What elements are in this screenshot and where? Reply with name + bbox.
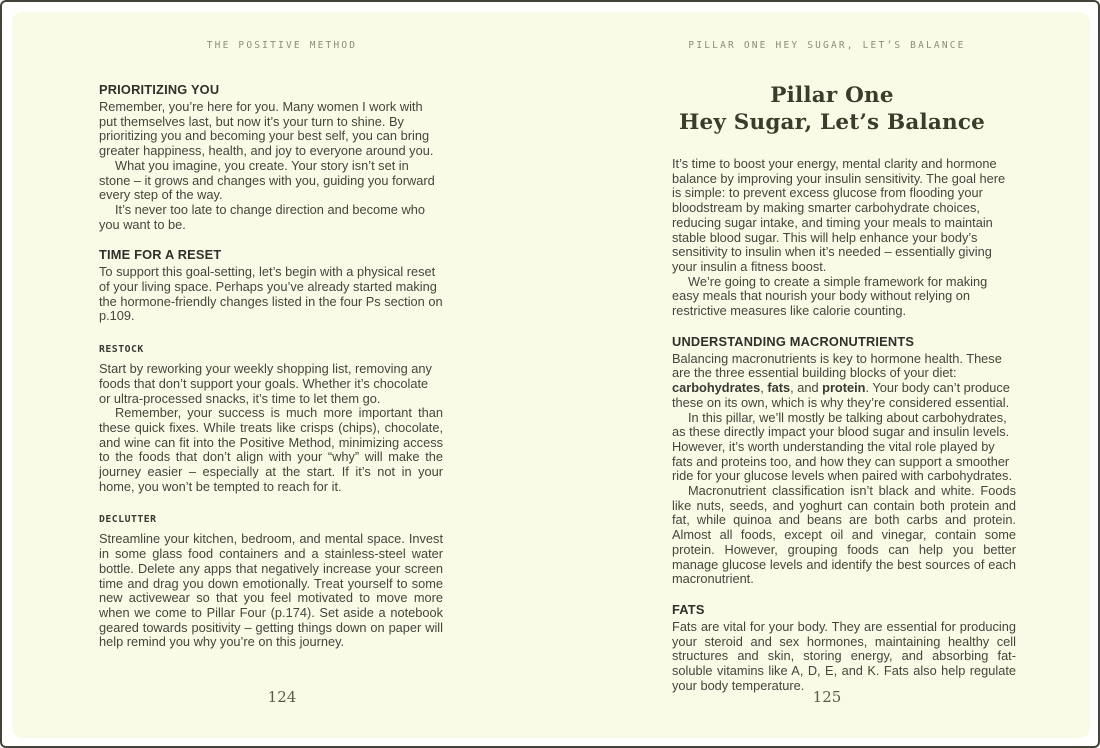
right-page-text-column [672,157,1016,694]
paragraph: Streamline your kitchen, bedroom, and mental space. Invest in some glass food containers and a stainless-steel water bottle. Delete any apps that negatively increase your screen time and drag you down emotionally. Treat yourself to some new activewear so that you feel motivated to move more when we come to Pillar Four (p.174). Set aside a notebook geared towards positivity – getting things down on paper will help remind you why you’re on this journey. [99,531,443,650]
paragraph: It’s time to boost your energy, mental clarity and hormone balance by improving your insulin sensitivity. The goal here is simple: to prevent excess glucose from flooding your bloodstream by making smarter carbohydrate choices, reducing sugar intake, and timing your meals to maintain stable blood sugar. This will help enhance your body’s sensitivity to insulin when it’s needed – essentially giving your insulin a fitness boost. [672,156,1006,274]
book-spread [12,12,1090,738]
section-heading-time-for-a-reset: TIME FOR A RESET [99,247,222,263]
paragraph: What you imagine, you create. Your story isn’t set in stone – it grows and changes with you, guiding you forward every step of the way. [99,157,435,203]
paragraph [672,352,1016,411]
paragraph: We’re going to create a simple framework for making easy meals that nourish your body without relying on restrictive measures like calorie counting. [672,273,988,319]
paragraph: Start by reworking your weekly shopping list, removing any foods that don’t support your goals. Whether it’s chocolate or ultra-processed snacks, it’s time to let them go. [99,361,432,406]
bold-term-carbohydrates: carbohydrates [672,380,761,396]
running-head-right: PILLAR ONE HEY SUGAR, LET’S BALANCE [688,40,966,51]
paragraph: Remember, your success is much more important than these quick fixes. While treats like crisps (chips), chocolate, and wine can fit into the Positive Method, minimizing access to the foods that don’t align with your “why” will make the journey easier – especially at the start. If it’s not in your home, you won’t be tempted to reach for it. [99,405,443,494]
text-run: , [760,380,768,396]
paragraph: Macronutrient classification isn’t black and white. Foods like nuts, seeds, and yoghurt can contain both protein and fat, while quinoa and beans are both carbs and protein. Almost all foods, except oil and vinegar, contain some protein. However, grouping foods can help you better manage glucose levels and identify the best sources of each macronutrient. [672,483,1016,587]
subsection-heading-declutter: DECLUTTER [99,514,157,526]
page-number-right: 125 [812,688,842,706]
paragraph: Fats are vital for your body. They are essential for producing your steroid and sex hormones, maintaining healthy cell structures and skin, storing energy, and absorbing fat-soluble vitamins like A, D, E, and K. Fats also help regulate your body temperature. [672,618,1016,693]
bold-term-protein: protein [822,380,866,396]
chapter-title [572,82,1092,136]
running-head-left: THE POSITIVE METHOD [206,40,358,51]
paragraph: Remember, you’re here for you. Many women I work with put themselves last, but now it’s your turn to shine. By prioritizing you and becoming your best self, you can bring greater happiness, health, and joy to everyone around you. [99,99,434,159]
paragraph: It’s never too late to change direction and become who you want to be. [99,201,425,232]
text-run: Balancing macronutrients is key to hormone health. These are the three essential building blocks of your diet: [672,350,1002,381]
chapter-title-line1: Pillar One [770,83,894,108]
section-heading-understanding-macronutrients: UNDERSTANDING MACRONUTRIENTS [672,333,915,349]
section-heading-prioritizing-you: PRIORITIZING YOU [99,82,220,97]
section-heading-fats: FATS [672,601,705,617]
left-page-text-column [99,82,443,650]
subsection-heading-restock: RESTOCK [99,344,144,356]
paragraph: In this pillar, we’ll mostly be talking about carbohydrates, as these directly impact your blood sugar and insulin levels. However, it’s worth understanding the vital role played by fats and proteins too, and how they can support a smoother ride for your glucose levels when paired with carbohydrates. [672,409,1013,484]
bold-term-fats: fats [767,380,791,396]
text-run: , and [790,380,823,396]
chapter-title-line2: Hey Sugar, Let’s Balance [678,110,986,135]
page-number-left: 124 [267,688,297,706]
text-run: . Your body can’t produce these on its own, which is why they’re considered essential. [672,380,1010,410]
paragraph: To support this goal-setting, let’s begin with a physical reset of your living space. Perhaps you’ve already started making the hormone-friendly changes listed in the four Ps section on p.109. [99,264,443,324]
